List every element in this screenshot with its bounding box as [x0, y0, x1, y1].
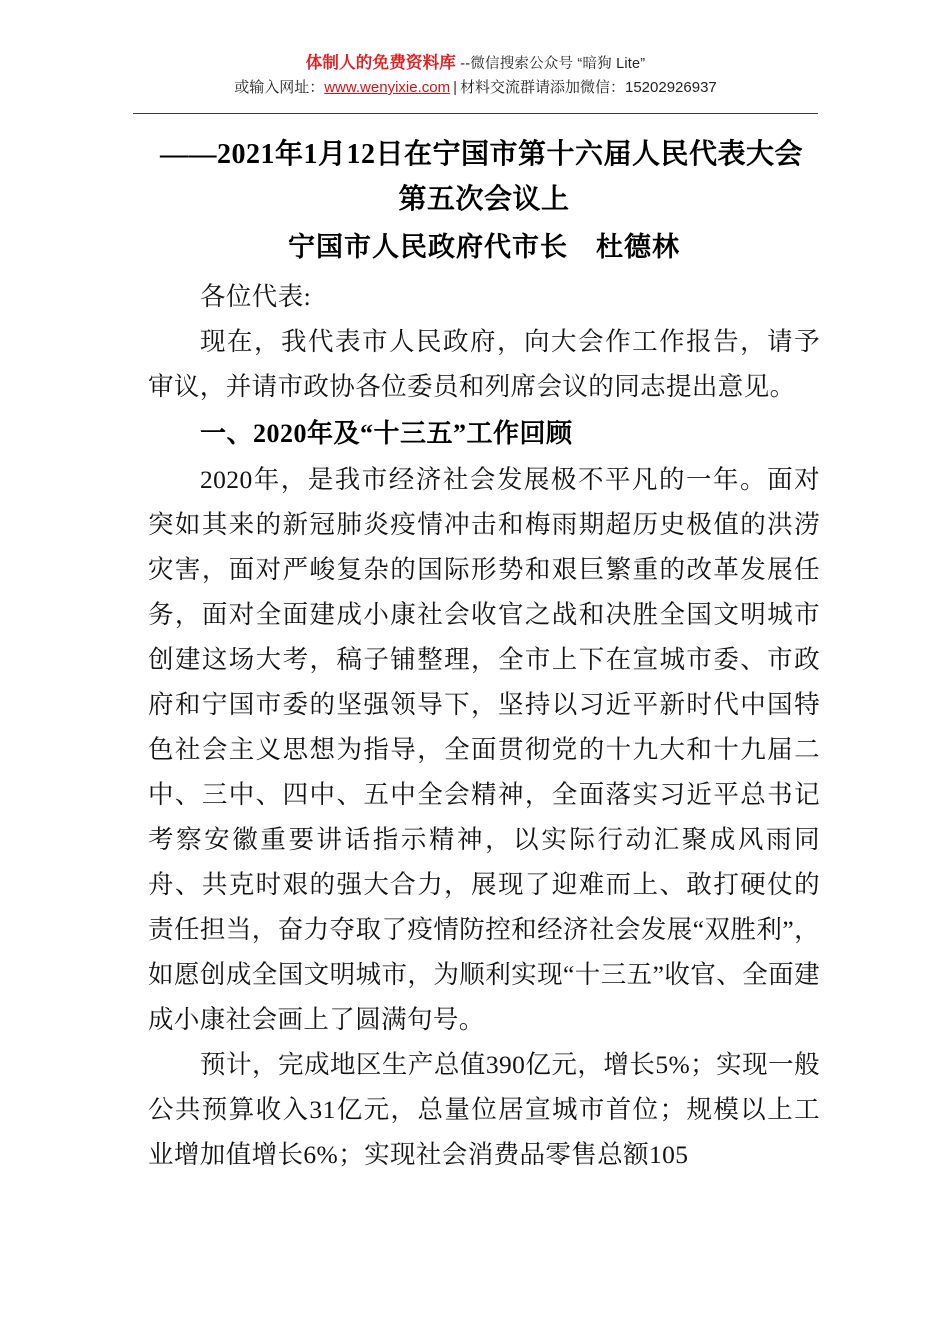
document-title-line-1: ——2021年1月12日在宁国市第十六届人民代表大会: [160, 139, 804, 170]
section-heading-one: 一、2020年及“十三五”工作回顾: [200, 419, 573, 448]
intro-paragraph: 现在，我代表市人民政府，向大会作工作报告，请予审议，并请市政协各位委员和列席会议的同志提出意见。: [148, 327, 820, 401]
document-byline: 宁国市人民政府代市长 杜德林: [288, 232, 680, 262]
promo-tail-text: --微信搜索公众号 “暗狗 Lite”: [456, 56, 646, 72]
promo-wechat-text: 材料交流群请添加微信：15202926937: [460, 79, 717, 96]
review-paragraph: 2020年，是我市经济社会发展极不平凡的一年。面对突如其来的新冠肺炎疫情冲击和梅雨期超历史极值的洪涝灾害，面对严峻复杂的国际形势和艰巨繁重的改革发展任务，面对全面建成小康社会收官之战和决胜全国文明城市创建这场大考，稿子铺整理，全市上下在宣城市委、市政府和宁国市委的坚强领导下，坚持以习近平新时代中国特色社会主义思想为指导，全面贯彻党的十九大和十九届二中、三中、四中、五中全会精神，全面落实习近平总书记考察安徽重要讲话指示精神，以实际行动汇聚成风雨同舟、共克时艰的强大合力，展现了迎难而上、敢打硬仗的责任担当，奋力夺取了疫情防控和经济社会发展“双胜利”，如愿创成全国文明城市，为顺利实现“十三五”收官、全面建成小康社会画上了圆满句号。: [148, 465, 820, 1034]
document-title-line-2: 第五次会议上: [398, 184, 570, 215]
promo-header: [133, 52, 818, 99]
salutation-paragraph: 各位代表:: [200, 282, 312, 311]
promo-website-link[interactable]: www.wenyixie.com: [324, 79, 451, 96]
document-body: [148, 132, 820, 1177]
promo-url-label: 或输入网址：: [234, 79, 325, 96]
promo-line-1: [133, 52, 818, 75]
header-divider: [133, 113, 818, 114]
promo-line-2: [133, 76, 818, 99]
statistics-paragraph: 预计，完成地区生产总值390亿元，增长5%；实现一般公共预算收入31亿元，总量位居宣城市首位；规模以上工业增加值增长6%；实现社会消费品零售总额105: [148, 1050, 820, 1169]
promo-separator: |: [453, 79, 457, 96]
promo-brand-text: 体制人的免费资料库: [305, 54, 457, 72]
